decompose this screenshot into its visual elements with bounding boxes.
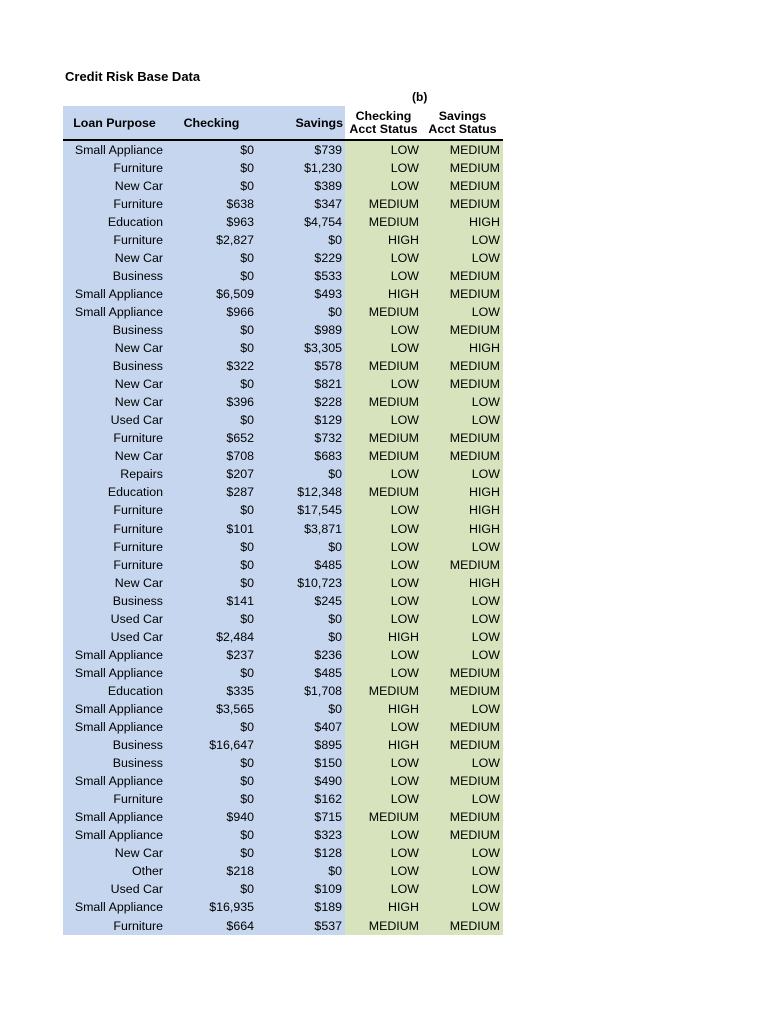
savings-status-cell[interactable]: MEDIUM <box>422 321 503 339</box>
loan-purpose-cell[interactable]: Used Car <box>63 412 166 430</box>
savings-status-cell[interactable]: MEDIUM <box>422 448 503 466</box>
savings-cell[interactable]: $0 <box>257 863 345 881</box>
header-checking[interactable]: Checking <box>166 106 257 140</box>
checking-cell[interactable]: $940 <box>166 809 257 827</box>
loan-purpose-cell[interactable]: Small Appliance <box>63 140 166 159</box>
checking-cell[interactable]: $0 <box>166 502 257 520</box>
header-checking-acct-status[interactable]: Checking Acct Status <box>345 106 422 140</box>
table-row <box>63 809 503 827</box>
checking-cell[interactable]: $0 <box>166 719 257 737</box>
table-row <box>63 340 503 358</box>
table-row <box>63 592 503 610</box>
savings-cell[interactable]: $0 <box>257 628 345 646</box>
savings-cell[interactable]: $12,348 <box>257 484 345 502</box>
checking-status-cell[interactable]: LOW <box>345 502 422 520</box>
table-row <box>63 827 503 845</box>
savings-cell[interactable]: $128 <box>257 845 345 863</box>
table-body <box>63 140 503 935</box>
savings-status-cell[interactable]: MEDIUM <box>422 177 503 195</box>
savings-status-cell[interactable]: MEDIUM <box>422 285 503 303</box>
checking-status-cell[interactable]: LOW <box>345 845 422 863</box>
checking-cell[interactable]: $0 <box>166 827 257 845</box>
checking-cell[interactable]: $0 <box>166 321 257 339</box>
checking-cell[interactable]: $16,647 <box>166 737 257 755</box>
checking-status-cell[interactable]: MEDIUM <box>345 303 422 321</box>
checking-cell[interactable]: $16,935 <box>166 899 257 917</box>
savings-status-cell[interactable]: MEDIUM <box>422 556 503 574</box>
loan-purpose-cell[interactable]: Furniture <box>63 917 166 935</box>
loan-purpose-cell[interactable]: New Car <box>63 177 166 195</box>
table-row <box>63 231 503 249</box>
checking-status-cell[interactable]: LOW <box>345 773 422 791</box>
savings-cell[interactable]: $162 <box>257 791 345 809</box>
savings-status-cell[interactable]: MEDIUM <box>422 737 503 755</box>
loan-purpose-cell[interactable]: Business <box>63 737 166 755</box>
table-row <box>63 484 503 502</box>
checking-status-cell[interactable]: LOW <box>345 881 422 899</box>
savings-status-cell[interactable]: HIGH <box>422 484 503 502</box>
loan-purpose-cell[interactable]: Repairs <box>63 466 166 484</box>
savings-cell[interactable]: $533 <box>257 267 345 285</box>
savings-status-cell[interactable]: LOW <box>422 863 503 881</box>
table-row <box>63 412 503 430</box>
checking-cell[interactable]: $322 <box>166 358 257 376</box>
savings-status-cell[interactable]: MEDIUM <box>422 376 503 394</box>
table-row <box>63 737 503 755</box>
checking-status-cell[interactable]: HIGH <box>345 737 422 755</box>
loan-purpose-cell[interactable]: Used Car <box>63 628 166 646</box>
table-row <box>63 773 503 791</box>
loan-purpose-cell[interactable]: Small Appliance <box>63 646 166 664</box>
checking-cell[interactable]: $0 <box>166 249 257 267</box>
table-row <box>63 520 503 538</box>
checking-status-cell[interactable]: LOW <box>345 321 422 339</box>
table-row <box>63 213 503 231</box>
loan-purpose-cell[interactable]: New Car <box>63 249 166 267</box>
table-row <box>63 556 503 574</box>
table-row <box>63 700 503 718</box>
table-row <box>63 664 503 682</box>
checking-status-cell[interactable]: MEDIUM <box>345 195 422 213</box>
checking-status-cell[interactable]: LOW <box>345 177 422 195</box>
checking-cell[interactable]: $2,484 <box>166 628 257 646</box>
table-row <box>63 267 503 285</box>
checking-status-cell[interactable]: MEDIUM <box>345 682 422 700</box>
checking-status-cell[interactable]: LOW <box>345 664 422 682</box>
table-row <box>63 845 503 863</box>
checking-cell[interactable]: $0 <box>166 755 257 773</box>
checking-cell[interactable]: $3,565 <box>166 700 257 718</box>
credit-risk-table <box>63 106 503 935</box>
sheet-title: Credit Risk Base Data <box>65 69 201 84</box>
loan-purpose-cell[interactable]: Business <box>63 267 166 285</box>
table-row <box>63 502 503 520</box>
checking-status-cell[interactable]: HIGH <box>345 285 422 303</box>
checking-cell[interactable]: $966 <box>166 303 257 321</box>
table-row <box>63 159 503 177</box>
savings-cell[interactable]: $323 <box>257 827 345 845</box>
checking-cell[interactable]: $0 <box>166 773 257 791</box>
checking-status-cell[interactable]: LOW <box>345 719 422 737</box>
loan-purpose-cell[interactable]: Education <box>63 484 166 502</box>
savings-cell[interactable]: $1,230 <box>257 159 345 177</box>
loan-purpose-cell[interactable]: Small Appliance <box>63 827 166 845</box>
savings-cell[interactable]: $0 <box>257 231 345 249</box>
table-row <box>63 682 503 700</box>
part-label: (b) <box>412 90 428 104</box>
savings-status-cell[interactable]: HIGH <box>422 574 503 592</box>
savings-status-cell[interactable]: MEDIUM <box>422 827 503 845</box>
loan-purpose-cell[interactable]: Education <box>63 213 166 231</box>
table-row <box>63 863 503 881</box>
checking-cell[interactable]: $0 <box>166 538 257 556</box>
loan-purpose-cell[interactable]: Furniture <box>63 430 166 448</box>
header-savings[interactable]: Savings <box>257 106 345 140</box>
loan-purpose-cell[interactable]: New Car <box>63 845 166 863</box>
savings-status-cell[interactable]: LOW <box>422 845 503 863</box>
savings-cell[interactable]: $109 <box>257 881 345 899</box>
savings-status-cell[interactable]: LOW <box>422 646 503 664</box>
loan-purpose-cell[interactable]: New Car <box>63 376 166 394</box>
savings-cell[interactable]: $347 <box>257 195 345 213</box>
savings-status-cell[interactable]: MEDIUM <box>422 664 503 682</box>
savings-status-cell[interactable]: HIGH <box>422 520 503 538</box>
loan-purpose-cell[interactable]: Other <box>63 863 166 881</box>
loan-purpose-cell[interactable]: Small Appliance <box>63 303 166 321</box>
checking-status-cell[interactable]: LOW <box>345 520 422 538</box>
checking-status-cell[interactable]: LOW <box>345 267 422 285</box>
savings-status-cell[interactable]: MEDIUM <box>422 917 503 935</box>
savings-cell[interactable]: $0 <box>257 700 345 718</box>
savings-status-cell[interactable]: LOW <box>422 394 503 412</box>
savings-cell[interactable]: $3,305 <box>257 340 345 358</box>
checking-status-cell[interactable]: MEDIUM <box>345 484 422 502</box>
savings-status-cell[interactable]: MEDIUM <box>422 809 503 827</box>
table-row <box>63 195 503 213</box>
checking-status-cell[interactable]: MEDIUM <box>345 213 422 231</box>
checking-cell[interactable]: $101 <box>166 520 257 538</box>
checking-cell[interactable]: $0 <box>166 791 257 809</box>
checking-cell[interactable]: $708 <box>166 448 257 466</box>
table-row <box>63 719 503 737</box>
savings-status-cell[interactable]: MEDIUM <box>422 358 503 376</box>
savings-cell[interactable]: $0 <box>257 303 345 321</box>
checking-status-cell[interactable]: MEDIUM <box>345 430 422 448</box>
checking-status-cell[interactable]: LOW <box>345 466 422 484</box>
savings-cell[interactable]: $578 <box>257 358 345 376</box>
checking-status-cell[interactable]: LOW <box>345 376 422 394</box>
checking-status-cell[interactable]: HIGH <box>345 899 422 917</box>
checking-status-cell[interactable]: MEDIUM <box>345 809 422 827</box>
checking-cell[interactable]: $396 <box>166 394 257 412</box>
savings-status-cell[interactable]: MEDIUM <box>422 430 503 448</box>
savings-status-cell[interactable]: MEDIUM <box>422 719 503 737</box>
loan-purpose-cell[interactable]: New Car <box>63 340 166 358</box>
savings-cell[interactable]: $189 <box>257 899 345 917</box>
checking-cell[interactable]: $0 <box>166 140 257 159</box>
checking-status-cell[interactable]: MEDIUM <box>345 394 422 412</box>
table-row <box>63 448 503 466</box>
savings-cell[interactable]: $490 <box>257 773 345 791</box>
table-row <box>63 881 503 899</box>
checking-cell[interactable]: $0 <box>166 340 257 358</box>
checking-cell[interactable]: $0 <box>166 574 257 592</box>
table-row <box>63 177 503 195</box>
checking-cell[interactable]: $652 <box>166 430 257 448</box>
loan-purpose-cell[interactable]: New Car <box>63 574 166 592</box>
table-row <box>63 466 503 484</box>
checking-cell[interactable]: $2,827 <box>166 231 257 249</box>
savings-cell[interactable]: $389 <box>257 177 345 195</box>
savings-cell[interactable]: $485 <box>257 664 345 682</box>
table-row <box>63 140 503 159</box>
savings-status-cell[interactable]: LOW <box>422 466 503 484</box>
savings-cell[interactable]: $0 <box>257 610 345 628</box>
checking-status-cell[interactable]: HIGH <box>345 231 422 249</box>
savings-cell[interactable]: $228 <box>257 394 345 412</box>
checking-cell[interactable]: $0 <box>166 610 257 628</box>
table-row <box>63 303 503 321</box>
savings-cell[interactable]: $245 <box>257 592 345 610</box>
savings-status-cell[interactable]: LOW <box>422 610 503 628</box>
loan-purpose-cell[interactable]: Furniture <box>63 538 166 556</box>
checking-cell[interactable]: $287 <box>166 484 257 502</box>
savings-cell[interactable]: $895 <box>257 737 345 755</box>
savings-cell[interactable]: $537 <box>257 917 345 935</box>
checking-status-cell[interactable]: LOW <box>345 140 422 159</box>
checking-status-cell[interactable]: LOW <box>345 556 422 574</box>
checking-status-cell[interactable]: LOW <box>345 592 422 610</box>
savings-status-cell[interactable]: HIGH <box>422 502 503 520</box>
savings-cell[interactable]: $17,545 <box>257 502 345 520</box>
loan-purpose-cell[interactable]: Used Car <box>63 881 166 899</box>
loan-purpose-cell[interactable]: Education <box>63 682 166 700</box>
savings-status-cell[interactable]: HIGH <box>422 340 503 358</box>
savings-cell[interactable]: $129 <box>257 412 345 430</box>
savings-cell[interactable]: $739 <box>257 140 345 159</box>
savings-cell[interactable]: $0 <box>257 466 345 484</box>
savings-status-cell[interactable]: LOW <box>422 592 503 610</box>
savings-cell[interactable]: $821 <box>257 376 345 394</box>
checking-status-cell[interactable]: HIGH <box>345 628 422 646</box>
checking-cell[interactable]: $237 <box>166 646 257 664</box>
table-row <box>63 755 503 773</box>
savings-cell[interactable]: $989 <box>257 321 345 339</box>
table-row <box>63 249 503 267</box>
checking-cell[interactable]: $0 <box>166 845 257 863</box>
checking-status-cell[interactable]: LOW <box>345 249 422 267</box>
table-row <box>63 394 503 412</box>
loan-purpose-cell[interactable]: Small Appliance <box>63 773 166 791</box>
checking-status-cell[interactable]: LOW <box>345 646 422 664</box>
checking-cell[interactable]: $0 <box>166 412 257 430</box>
checking-status-cell[interactable]: MEDIUM <box>345 358 422 376</box>
savings-status-cell[interactable]: LOW <box>422 899 503 917</box>
header-loan-purpose[interactable]: Loan Purpose <box>63 106 166 140</box>
checking-status-cell[interactable]: HIGH <box>345 700 422 718</box>
checking-status-cell[interactable]: LOW <box>345 827 422 845</box>
checking-cell[interactable]: $0 <box>166 664 257 682</box>
loan-purpose-cell[interactable]: Furniture <box>63 502 166 520</box>
savings-status-cell[interactable]: LOW <box>422 755 503 773</box>
loan-purpose-cell[interactable]: Small Appliance <box>63 719 166 737</box>
savings-cell[interactable]: $715 <box>257 809 345 827</box>
savings-status-cell[interactable]: MEDIUM <box>422 682 503 700</box>
checking-cell[interactable]: $207 <box>166 466 257 484</box>
table-row <box>63 646 503 664</box>
savings-status-cell[interactable]: MEDIUM <box>422 773 503 791</box>
table-row <box>63 321 503 339</box>
savings-cell[interactable]: $0 <box>257 538 345 556</box>
checking-status-cell[interactable]: MEDIUM <box>345 448 422 466</box>
loan-purpose-cell[interactable]: Small Appliance <box>63 809 166 827</box>
savings-cell[interactable]: $150 <box>257 755 345 773</box>
header-savings-acct-status[interactable]: Savings Acct Status <box>422 106 503 140</box>
loan-purpose-cell[interactable]: Small Appliance <box>63 899 166 917</box>
loan-purpose-cell[interactable]: Furniture <box>63 556 166 574</box>
checking-status-cell[interactable]: LOW <box>345 340 422 358</box>
checking-cell[interactable]: $0 <box>166 159 257 177</box>
savings-status-cell[interactable]: MEDIUM <box>422 159 503 177</box>
checking-cell[interactable]: $6,509 <box>166 285 257 303</box>
loan-purpose-cell[interactable]: Business <box>63 358 166 376</box>
savings-status-cell[interactable]: LOW <box>422 791 503 809</box>
table-row <box>63 358 503 376</box>
checking-status-cell[interactable]: LOW <box>345 863 422 881</box>
savings-status-cell[interactable]: MEDIUM <box>422 140 503 159</box>
table-row <box>63 430 503 448</box>
loan-purpose-cell[interactable]: New Car <box>63 394 166 412</box>
savings-status-cell[interactable]: MEDIUM <box>422 267 503 285</box>
checking-cell[interactable]: $664 <box>166 917 257 935</box>
table-row <box>63 917 503 935</box>
savings-status-cell[interactable]: LOW <box>422 412 503 430</box>
savings-cell[interactable]: $236 <box>257 646 345 664</box>
loan-purpose-cell[interactable]: Business <box>63 755 166 773</box>
checking-cell[interactable]: $218 <box>166 863 257 881</box>
table-header <box>63 106 503 140</box>
checking-cell[interactable]: $0 <box>166 267 257 285</box>
checking-status-cell[interactable]: LOW <box>345 791 422 809</box>
loan-purpose-cell[interactable]: Furniture <box>63 159 166 177</box>
savings-cell[interactable]: $493 <box>257 285 345 303</box>
checking-status-cell[interactable]: LOW <box>345 538 422 556</box>
savings-status-cell[interactable]: LOW <box>422 881 503 899</box>
savings-cell[interactable]: $732 <box>257 430 345 448</box>
table-row <box>63 538 503 556</box>
savings-status-cell[interactable]: LOW <box>422 303 503 321</box>
loan-purpose-cell[interactable]: Furniture <box>63 195 166 213</box>
loan-purpose-cell[interactable]: Small Appliance <box>63 700 166 718</box>
loan-purpose-cell[interactable]: Small Appliance <box>63 285 166 303</box>
savings-status-cell[interactable]: LOW <box>422 700 503 718</box>
checking-cell[interactable]: $0 <box>166 881 257 899</box>
table-row <box>63 899 503 917</box>
savings-cell[interactable]: $229 <box>257 249 345 267</box>
header-row <box>63 106 503 140</box>
loan-purpose-cell[interactable]: New Car <box>63 448 166 466</box>
table-row <box>63 285 503 303</box>
loan-purpose-cell[interactable]: Furniture <box>63 791 166 809</box>
savings-status-cell[interactable]: LOW <box>422 538 503 556</box>
checking-cell[interactable]: $638 <box>166 195 257 213</box>
table-row <box>63 610 503 628</box>
loan-purpose-cell[interactable]: Small Appliance <box>63 664 166 682</box>
savings-status-cell[interactable]: HIGH <box>422 213 503 231</box>
checking-status-cell[interactable]: LOW <box>345 610 422 628</box>
checking-cell[interactable]: $0 <box>166 177 257 195</box>
savings-cell[interactable]: $407 <box>257 719 345 737</box>
savings-cell[interactable]: $3,871 <box>257 520 345 538</box>
checking-cell[interactable]: $0 <box>166 556 257 574</box>
savings-status-cell[interactable]: LOW <box>422 249 503 267</box>
table-row <box>63 628 503 646</box>
loan-purpose-cell[interactable]: Business <box>63 321 166 339</box>
checking-status-cell[interactable]: LOW <box>345 574 422 592</box>
loan-purpose-cell[interactable]: Furniture <box>63 520 166 538</box>
checking-status-cell[interactable]: LOW <box>345 755 422 773</box>
checking-cell[interactable]: $335 <box>166 682 257 700</box>
checking-cell[interactable]: $963 <box>166 213 257 231</box>
checking-cell[interactable]: $0 <box>166 376 257 394</box>
savings-status-cell[interactable]: LOW <box>422 628 503 646</box>
table-row <box>63 574 503 592</box>
savings-cell[interactable]: $10,723 <box>257 574 345 592</box>
savings-cell[interactable]: $1,708 <box>257 682 345 700</box>
savings-cell[interactable]: $683 <box>257 448 345 466</box>
loan-purpose-cell[interactable]: Used Car <box>63 610 166 628</box>
table-row <box>63 376 503 394</box>
checking-cell[interactable]: $141 <box>166 592 257 610</box>
table-row <box>63 791 503 809</box>
checking-status-cell[interactable]: MEDIUM <box>345 917 422 935</box>
savings-status-cell[interactable]: LOW <box>422 231 503 249</box>
loan-purpose-cell[interactable]: Furniture <box>63 231 166 249</box>
checking-status-cell[interactable]: LOW <box>345 159 422 177</box>
loan-purpose-cell[interactable]: Business <box>63 592 166 610</box>
checking-status-cell[interactable]: LOW <box>345 412 422 430</box>
savings-cell[interactable]: $485 <box>257 556 345 574</box>
savings-cell[interactable]: $4,754 <box>257 213 345 231</box>
savings-status-cell[interactable]: MEDIUM <box>422 195 503 213</box>
